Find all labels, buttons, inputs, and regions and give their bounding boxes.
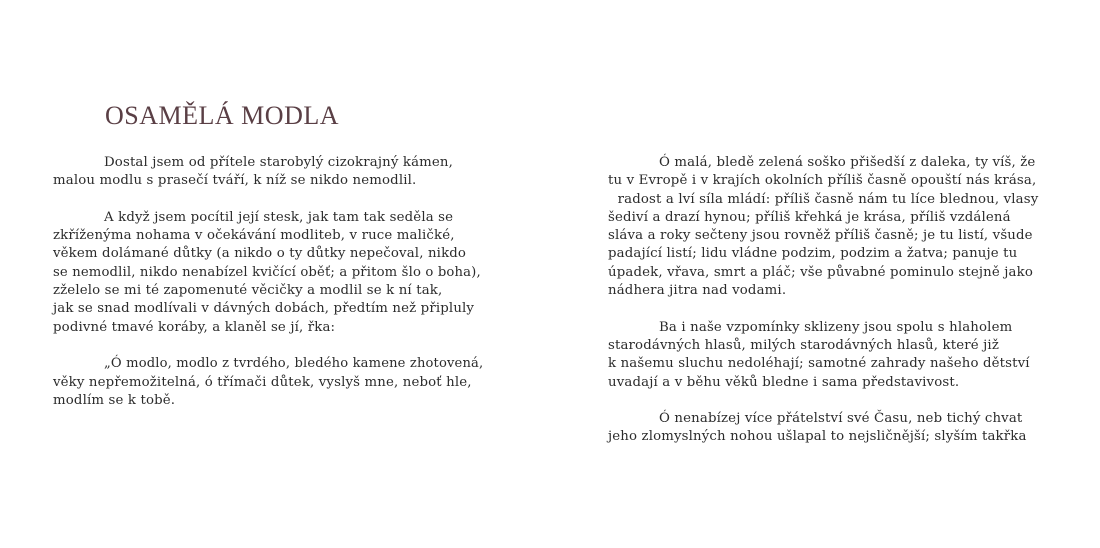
left-page-text bbox=[53, 154, 483, 410]
right-page bbox=[550, 0, 1100, 548]
text-line: radost a lví síla mládí: příliš časně nám tu líce blednou, vlasy bbox=[617, 191, 1039, 207]
paragraph bbox=[53, 209, 483, 337]
text-line: jeho zlomyslných nohou ušlapal to nejsličnější; slyším takřka bbox=[608, 429, 1027, 445]
text-line: starodávných hlasů, milých starodávných hlasů, které již bbox=[608, 337, 999, 353]
text-line: Ó malá, bledě zelená soško přišedší z daleka, ty víš, že bbox=[659, 155, 1036, 170]
text-line: se nemodlil, nikdo nenabízel kvičící oběť; a přitom šlo o boha), bbox=[53, 264, 481, 280]
text-line: uvadají a v běhu věků bledne i sama představivost. bbox=[608, 374, 960, 390]
paragraph bbox=[53, 355, 483, 410]
text-line: zkříženýma nohama v očekávání modliteb, v ruce maličké, bbox=[53, 228, 455, 244]
text-line: sláva a roky sečteny jsou rovněž příliš časně; je tu listí, všude bbox=[608, 228, 1033, 244]
text-line: věky nepřemožitelná, ó třímači důtek, vyslyš mne, neboť hle, bbox=[53, 374, 472, 390]
text-line: jak se snad modlívali v dávných dobách, předtím než připluly bbox=[53, 301, 475, 317]
text-line: Ba i naše vzpomínky sklizeny jsou spolu s hlaholem bbox=[659, 319, 1013, 335]
text-line: malou modlu s prasečí tváří, k níž se nikdo nemodlil. bbox=[53, 173, 417, 189]
text-line: „Ó modlo, modlo z tvrdého, bledého kamene zhotovená, bbox=[104, 356, 484, 372]
text-line: k našemu sluchu nedoléhají; samotné zahrady našeho dětství bbox=[608, 356, 1030, 372]
text-line: Dostal jsem od přítele starobylý cizokrajný kámen, bbox=[104, 155, 454, 170]
text-line: zželelo se mi té zapomenuté věcičky a modlil se k ní tak, bbox=[53, 283, 443, 299]
right-page-text bbox=[608, 154, 1048, 447]
text-line: nádhera jitra nad vodami. bbox=[608, 283, 787, 299]
text-line: věkem dolámané důtky (a nikdo o ty důtky nepečoval, nikdo bbox=[53, 246, 467, 262]
text-line: modlím se k tobě. bbox=[53, 392, 176, 408]
text-line: A když jsem pocítil její stesk, jak tam tak seděla se bbox=[104, 209, 454, 225]
paragraph bbox=[53, 154, 483, 191]
paragraph bbox=[608, 319, 1048, 392]
paragraph bbox=[608, 410, 1048, 447]
text-line: Ó nenabízej více přátelství své Času, neb tichý chvat bbox=[659, 411, 1023, 427]
chapter-title: OSAMĚLÁ MODLA bbox=[105, 101, 339, 130]
text-line: podivné tmavé koráby, a klaněl se jí, řka: bbox=[53, 319, 336, 335]
paragraph bbox=[608, 154, 1048, 300]
text-line: úpadek, vřava, smrt a pláč; vše půvabné pominulo stejně jako bbox=[608, 264, 1033, 280]
text-line: tu v Evropě i v krajích okolních příliš časně opouští nás krása, bbox=[608, 173, 1037, 189]
text-line: šediví a drazí hynou; příliš křehká je krása, příliš vzdálená bbox=[608, 209, 1011, 225]
text-line: padající listí; lidu vládne podzim, podzim a žatva; panuje tu bbox=[608, 246, 1018, 262]
